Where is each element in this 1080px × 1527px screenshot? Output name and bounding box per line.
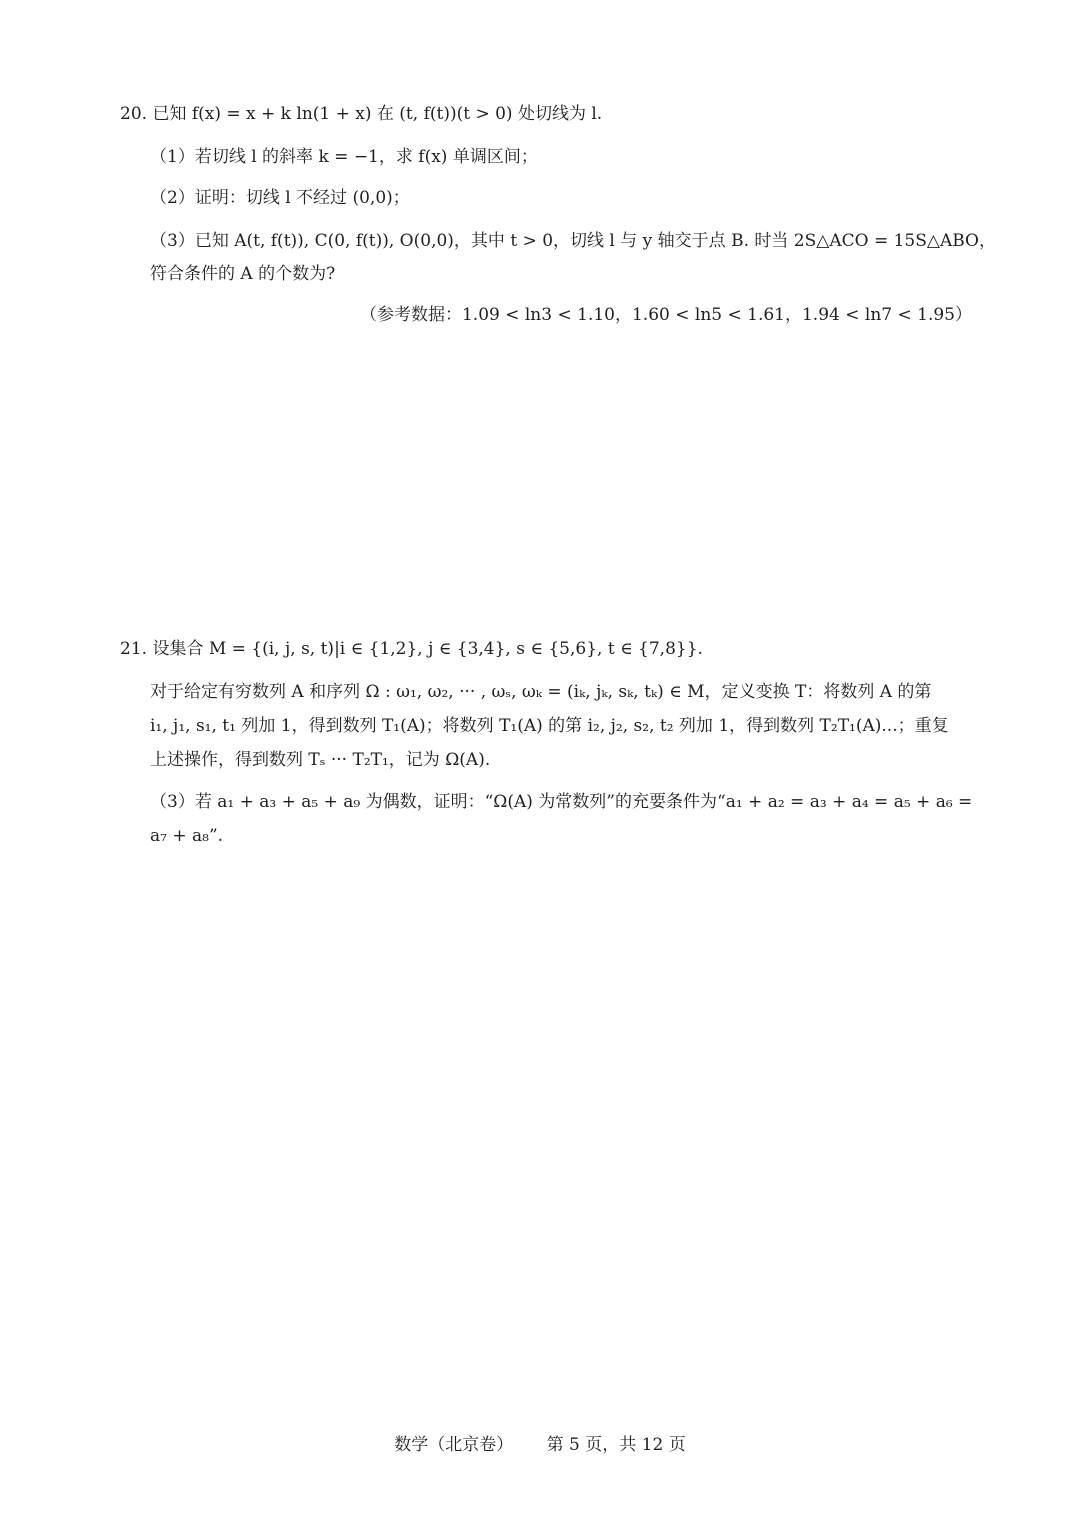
q20-part3-line1: （3）已知 A(t, f(t)), C(0, f(t)), O(0,0)，其中 t > 0，切线 l 与 y 轴交于点 B. 时当 2S△ACO = 15S△ABO， <box>150 231 996 251</box>
q21-part3-line1: （3）若 a₁ + a₃ + a₅ + a₉ 为偶数，证明：“Ω(A) 为常数列”的充要条件为“a₁ + a₂ = a₃ + a₄ = a₅ + a₆ = <box>150 792 973 812</box>
q21-definition-line1: 对于给定有穷数列 A 和序列 Ω : ω₁, ω₂, ··· , ωₛ, ωₖ = (iₖ, jₖ, sₖ, tₖ) ∈ M，定义变换 T：将数列 A 的第 <box>150 682 932 702</box>
q21-stem: 21. 设集合 M = {(i, j, s, t)|i ∈ {1,2}, j ∈ {3,4}, s ∈ {5,6}, t ∈ {7,8}}. <box>120 639 703 659</box>
footer-subject: 数学（北京卷） <box>394 1435 514 1455</box>
q20-reference-data: （参考数据：1.09 < ln3 < 1.10，1.60 < ln5 < 1.61，1.94 < ln7 < 1.95） <box>359 305 972 325</box>
footer-page-number: 第 5 页，共 12 页 <box>546 1435 686 1455</box>
q20-part1: （1）若切线 l 的斜率 k = −1，求 f(x) 单调区间； <box>150 147 538 167</box>
q20-part3-line2: 符合条件的 A 的个数为? <box>150 264 336 284</box>
q21-definition-line3: 上述操作，得到数列 Tₛ ··· T₂T₁，记为 Ω(A). <box>150 750 491 770</box>
q21-definition-line2: i₁, j₁, s₁, t₁ 列加 1，得到数列 T₁(A)；将数列 T₁(A) 的第 i₂, j₂, s₂, t₂ 列加 1，得到数列 T₂T₁(A)...；重复 <box>150 716 949 736</box>
q20-stem: 20. 已知 f(x) = x + k ln(1 + x) 在 (t, f(t))(t > 0) 处切线为 l. <box>120 104 603 124</box>
q20-part2: （2）证明：切线 l 不经过 (0,0)； <box>150 188 410 208</box>
q21-part3-line2: a₇ + a₈”. <box>150 826 224 846</box>
page-footer <box>0 1437 1080 1454</box>
